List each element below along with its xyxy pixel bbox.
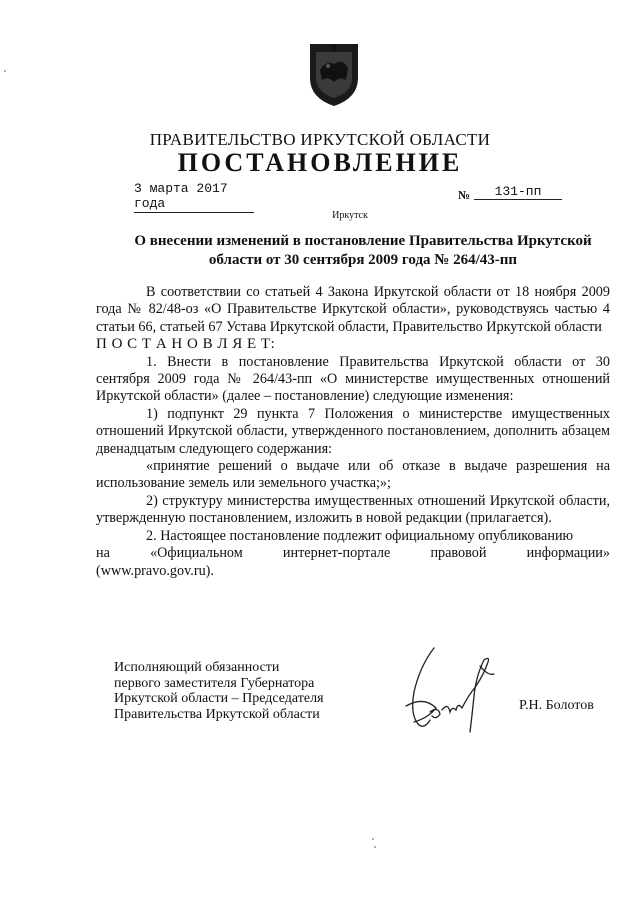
- coat-of-arms-icon: [306, 40, 362, 108]
- item-1-subitem-1-quote: «принятие решений о выдаче или об отказе в выдаче разрешения на использование земель или земельного участка;»;: [96, 458, 610, 492]
- item-2-word: на: [96, 545, 110, 562]
- item-1: 1. Внести в постановление Правительства Иркутской области от 30 сентября 2009 года № 264/43-пп «О министерстве имущественных отношений Иркутской области» (далее – постановление) следующие изменения:: [96, 353, 610, 405]
- item-2-word: интернет-портале: [282, 545, 391, 562]
- document-date: 3 марта 2017 года: [134, 181, 254, 213]
- position-line: Иркутской области – Председателя: [114, 691, 324, 706]
- handwritten-signature: [384, 636, 514, 742]
- position-line: Исполняющий обязанности: [114, 660, 280, 675]
- scan-speck: [372, 838, 374, 840]
- number-sign: №: [458, 188, 471, 202]
- city: Иркутск: [332, 210, 368, 221]
- item-2-word: информации»: [526, 545, 610, 562]
- document-body: [96, 284, 610, 580]
- resolves-heading: П О С Т А Н О В Л Я Е Т:: [96, 336, 276, 353]
- item-2-word: «Официальном: [150, 545, 243, 562]
- document-type: ПОСТАНОВЛЕНИЕ: [177, 148, 463, 177]
- scan-speck: [4, 70, 6, 72]
- item-2-word: правовой: [430, 545, 487, 562]
- item-1-subitem-2: 2) структуру министерства имущественных отношений Иркутской области, утвержденную постановлением, изложить в новой редакции (прилагается).: [96, 492, 610, 527]
- position-line: Правительства Иркутской области: [114, 706, 320, 722]
- document-subject: О внесении изменений в постановление Правительства Иркутской области от 30 сентября 2009 года № 264/43-пп: [134, 233, 592, 268]
- scan-speck: [374, 846, 376, 848]
- item-2-line-2: [96, 545, 610, 562]
- signatory-name: Р.Н. Болотов: [519, 698, 594, 713]
- position-line: первого заместителя Губернатора: [114, 675, 315, 691]
- document-number: 131-пп: [474, 184, 562, 200]
- item-2-line-1: 2. Настоящее постановление подлежит официальному опубликованию: [146, 527, 574, 544]
- item-1-subitem-1: 1) подпункт 29 пункта 7 Положения о министерстве имущественных отношений Иркутской области, утвержденного постановлением, дополнить абзацем двенадцатым следующего содержания:: [96, 405, 610, 457]
- item-2-line-3: (www.pravo.gov.ru).: [96, 562, 214, 579]
- preamble: В соответствии со статьей 4 Закона Иркутской области от 18 ноября 2009 года № 82/48-оз «О Правительстве Иркутской области», руководствуясь частью 4 статьи 66, статьей 67 Устава Иркутской области, Правительство Иркутской области: [96, 284, 610, 335]
- signatory-position: [114, 660, 324, 722]
- government-name: ПРАВИТЕЛЬСТВО ИРКУТСКОЙ ОБЛАСТИ: [149, 130, 491, 149]
